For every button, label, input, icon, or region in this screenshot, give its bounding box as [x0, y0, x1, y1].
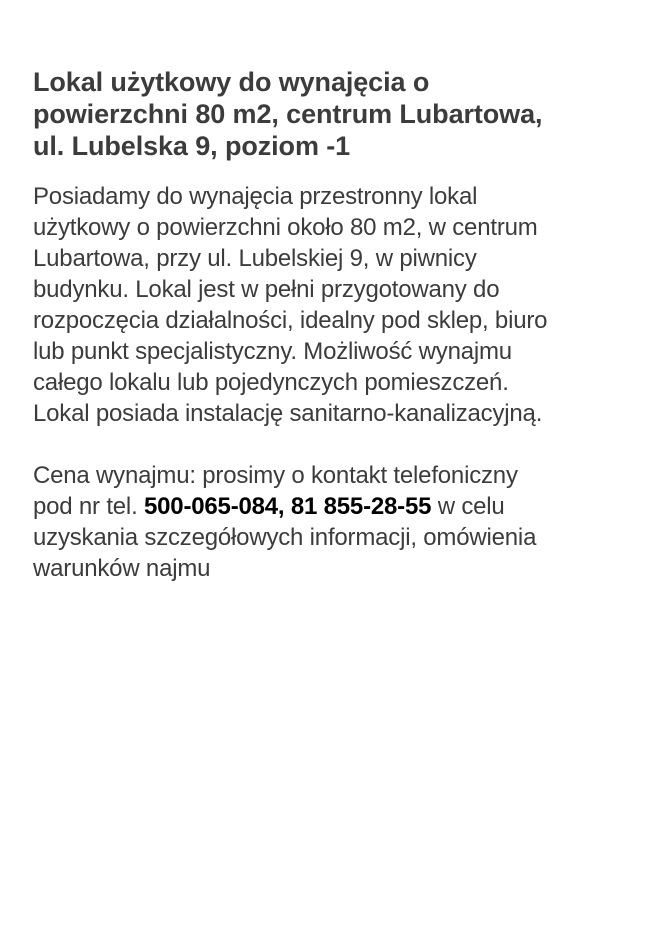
- description-line: Lubartowa, przy ul. Lubelskiej 9, w piwnicy: [33, 245, 477, 272]
- price-line-suffix: w celu: [431, 493, 505, 520]
- description-line: użytkowy o powierzchni około 80 m2, w centrum: [33, 214, 538, 241]
- price-line: Cena wynajmu: prosimy o kontakt telefoniczny: [33, 462, 518, 489]
- description-line: lub punkt specjalistyczny. Możliwość wynajmu: [33, 338, 512, 365]
- price-line: uzyskania szczegółowych informacji, omówienia: [33, 524, 537, 551]
- listing-document: [33, 66, 643, 584]
- description-line: Posiadamy do wynajęcia przestronny lokal: [33, 183, 478, 210]
- description-line: rozpoczęcia działalności, idealny pod sklep, biuro: [33, 307, 548, 334]
- description-line: budynku. Lokal jest w pełni przygotowany do: [33, 276, 500, 303]
- paragraph-spacer: [33, 429, 643, 460]
- title-line: Lokal użytkowy do wynajęcia o: [33, 67, 430, 97]
- title-line: powierzchni 80 m2, centrum Lubartowa,: [33, 99, 543, 129]
- price-info: [33, 460, 643, 584]
- price-line: warunków najmu: [33, 555, 211, 582]
- listing-title: [33, 66, 643, 162]
- title-line: ul. Lubelska 9, poziom -1: [33, 131, 351, 161]
- listing-description: [33, 181, 643, 429]
- phone-numbers: 500-065-084, 81 855-28-55: [144, 493, 432, 520]
- description-line: całego lokalu lub pojedynczych pomieszczeń.: [33, 369, 509, 396]
- price-line-prefix: pod nr tel.: [33, 493, 145, 520]
- description-line: Lokal posiada instalację sanitarno-kanalizacyjną.: [33, 400, 543, 427]
